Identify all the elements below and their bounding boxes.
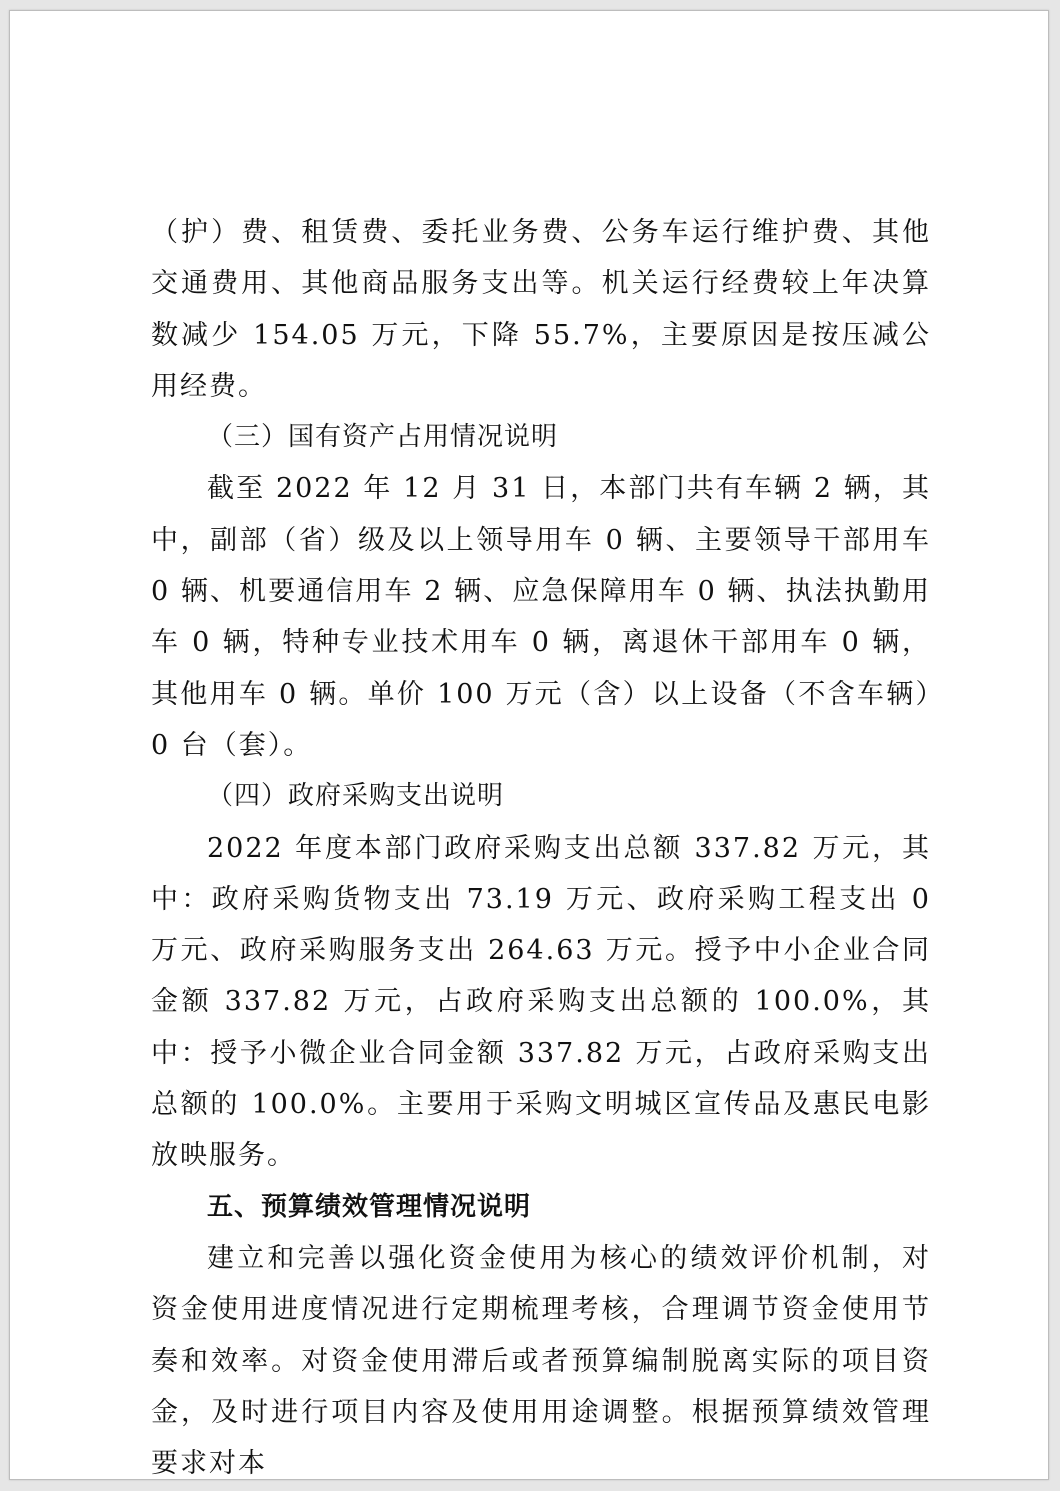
document-page: [9, 10, 1049, 1480]
section-heading-state-assets: （三）国有资产占用情况说明: [207, 422, 559, 453]
section-heading-performance: 五、预算绩效管理情况说明: [207, 1191, 532, 1222]
section-heading-procurement: （四）政府采购支出说明: [207, 781, 505, 812]
paragraph-operating-expenses: （护）费、租赁费、委托业务费、公务车运行维护费、其他交通费用、其他商品服务支出等。机关运行经费较上年决算数减少 154.05 万元，下降 55.7%，主要原因是按压减公用经费。: [151, 217, 931, 402]
paragraph-procurement: 2022 年度本部门政府采购支出总额 337.82 万元，其中：政府采购货物支出 73.19 万元、政府采购工程支出 0 万元、政府采购服务支出 264.63 万元。授予中小企业合同金额 337.82 万元，占政府采购支出总额的 100.0%，其中：授予小微企业合同金额 337.82 万元，占政府采购支出总额的 100.0%。主要用于采购文明城区宣传品及惠民电影放映服务。: [151, 832, 931, 1172]
paragraph-performance: 建立和完善以强化资金使用为核心的绩效评价机制，对资金使用进度情况进行定期梳理考核，合理调节资金使用节奏和效率。对资金使用滞后或者预算编制脱离实际的项目资金，及时进行项目内容及使用用途调整。根据预算绩效管理要求对本: [151, 1242, 931, 1480]
paragraph-state-assets: 截至 2022 年 12 月 31 日，本部门共有车辆 2 辆，其中，副部（省）级及以上领导用车 0 辆、主要领导干部用车 0 辆、机要通信用车 2 辆、应急保障用车 0 辆、执法执勤用车 0 辆，特种专业技术用车 0 辆，离退休干部用车 0 辆，其他用车 0 辆。单价 100 万元（含）以上设备（不含车辆）0 台（套）。: [151, 473, 931, 761]
document-body: [151, 207, 931, 1489]
